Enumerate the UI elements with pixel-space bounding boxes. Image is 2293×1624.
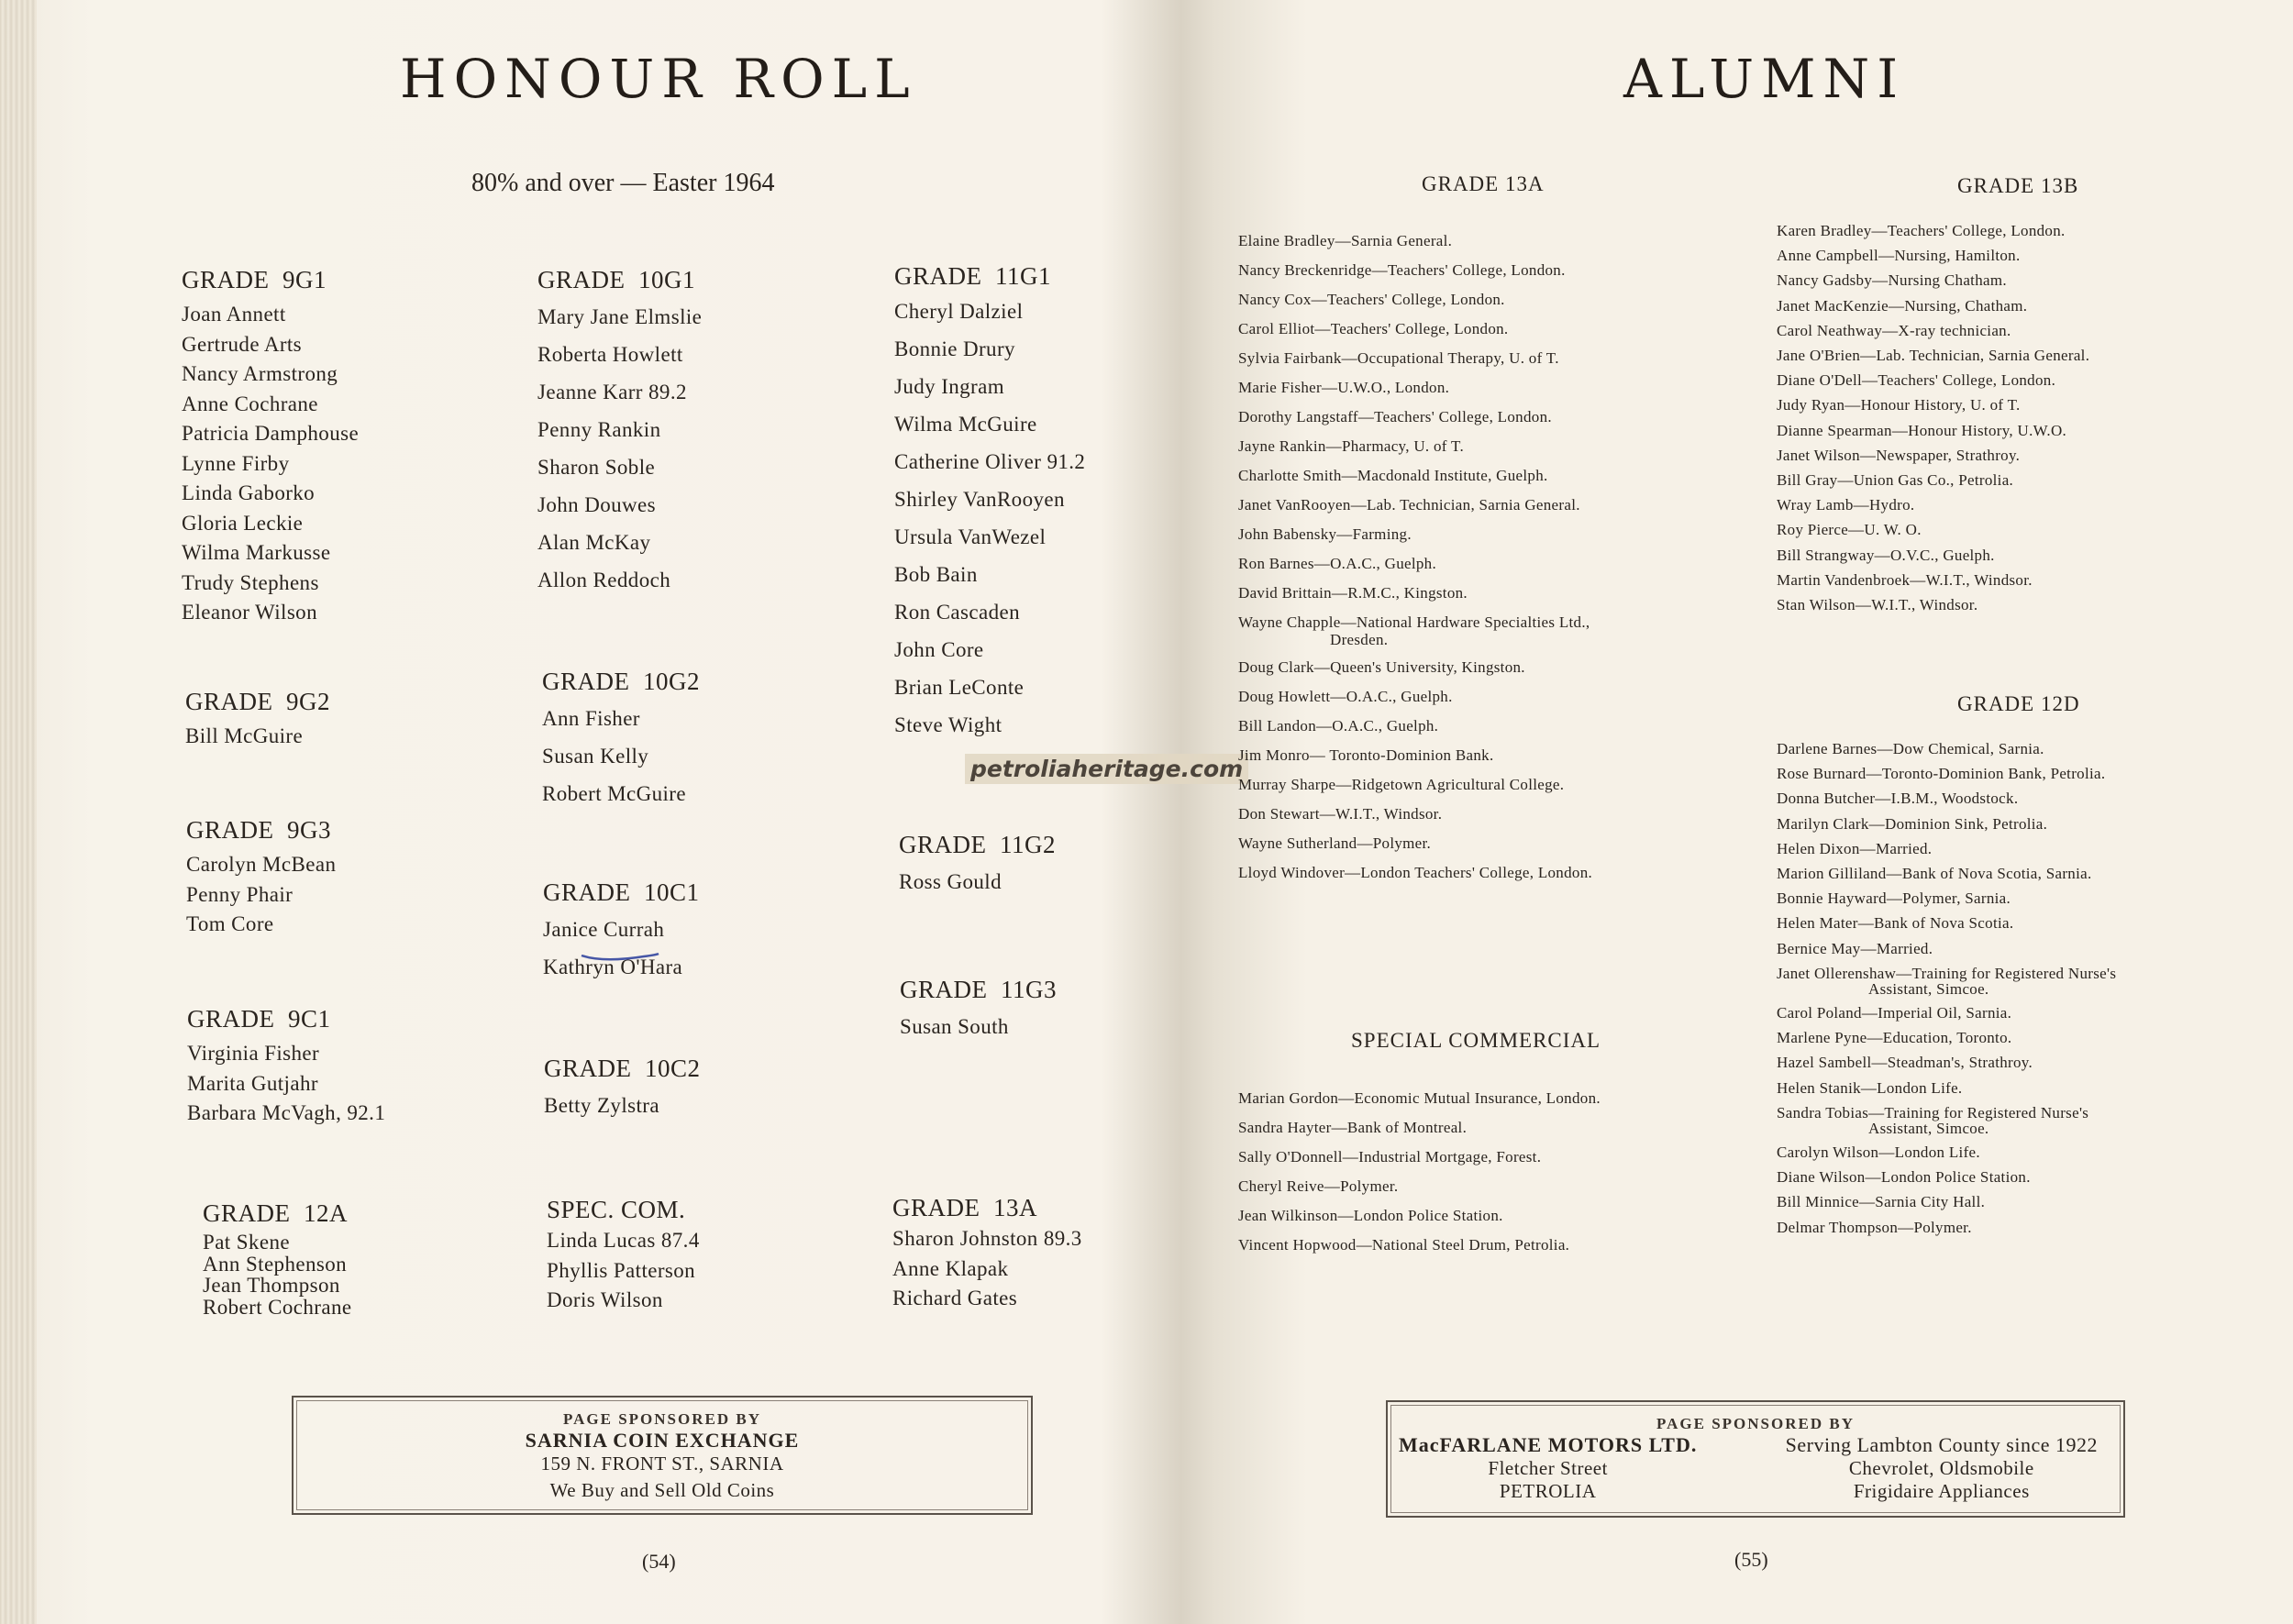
alumni-entry: Janet VanRooyen—Lab. Technician, Sarnia General. (1238, 496, 1580, 514)
student-name: Judy Ingram (894, 375, 1005, 398)
student-name: Anne Cochrane (182, 392, 318, 415)
alumni-entry: Diane O'Dell—Teachers' College, London. (1777, 371, 2056, 390)
sponsor-town: PETROLIA (1499, 1480, 1597, 1502)
alumni-entry: Sally O'Donnell—Industrial Mortgage, Forest. (1238, 1148, 1542, 1166)
grade-block-12a (203, 1199, 351, 1318)
alumni-entry: Dianne Spearman—Honour History, U.W.O. (1777, 421, 2067, 439)
grade-heading: GRADE 12A (203, 1199, 348, 1227)
student-name: Ron Cascaden (894, 601, 1021, 624)
student-name: Sharon Johnston 89.3 (892, 1227, 1082, 1250)
grade-heading: GRADE 10C1 (543, 878, 700, 906)
name-list (900, 1008, 1057, 1045)
student-name: Marita Gutjahr (187, 1071, 318, 1095)
grade-block-9g1 (182, 266, 359, 628)
grade-heading: GRADE 9G1 (182, 266, 327, 293)
grade-block-10c1 (543, 878, 700, 986)
student-name: Linda Lucas 87.4 (547, 1229, 700, 1252)
student-name: Wilma McGuire (894, 413, 1037, 436)
grade-block-11g1 (894, 262, 1085, 744)
student-name: Eleanor Wilson (182, 601, 317, 624)
student-name: Ursula VanWezel (894, 525, 1047, 548)
alumni-entry: Cheryl Reive—Polymer. (1238, 1177, 1399, 1195)
student-name: Nancy Armstrong (182, 362, 338, 385)
alumni-entry: Marie Fisher—U.W.O., London. (1238, 379, 1450, 396)
alumni-entry: Helen Dixon—Married. (1777, 839, 1933, 857)
alumni-entry: John Babensky—Farming. (1238, 525, 1412, 543)
grade-heading: GRADE 10G1 (537, 266, 695, 293)
alumni-entry: Marilyn Clark—Dominion Sink, Petrolia. (1777, 814, 2048, 833)
alumni-entry: Carolyn Wilson—London Life. (1777, 1143, 1980, 1162)
student-name: Richard Gates (892, 1287, 1018, 1309)
grade-heading: GRADE 9G2 (185, 688, 330, 715)
sponsor-line2: Chevrolet, Oldsmobile (1848, 1457, 2034, 1479)
alumni-entry: Sandra Tobias—Training for Registered Nurse's (1777, 1103, 2089, 1121)
student-name: Ross Gould (899, 870, 1002, 893)
grade-block-11g3 (900, 976, 1057, 1045)
page-edges (0, 0, 37, 1624)
sponsor-line3: Frigidaire Appliances (1853, 1480, 2030, 1502)
alumni-list-13b (1777, 218, 2089, 617)
name-list (543, 911, 700, 986)
honour-roll-subtitle: 80% and over — Easter 1964 (471, 169, 775, 197)
student-name: John Core (894, 638, 984, 661)
alumni-entry: Rose Burnard—Toronto-Dominion Bank, Petrolia. (1777, 765, 2106, 783)
name-list (537, 298, 702, 599)
alumni-entry: Murray Sharpe—Ridgetown Agricultural College. (1238, 776, 1565, 793)
student-name: Bonnie Drury (894, 337, 1015, 360)
sponsor-name: MacFARLANE MOTORS LTD. (1399, 1433, 1698, 1456)
grade-heading: GRADE 11G1 (894, 262, 1051, 290)
student-name: Steve Wight (894, 713, 1002, 736)
alumni-entry: Charlotte Smith—Macdonald Institute, Guelph. (1238, 467, 1548, 484)
student-name: Brian LeConte (894, 676, 1025, 699)
student-name: Carolyn McBean (186, 853, 337, 876)
grade-heading: GRADE 11G3 (900, 976, 1057, 1003)
sponsor-columns (1388, 1433, 2123, 1503)
alumni-entry: Wayne Sutherland—Polymer. (1238, 834, 1432, 852)
alumni-entry: Nancy Gadsby—Nursing Chatham. (1777, 271, 2007, 290)
alumni-entry: Wayne Chapple—National Hardware Specialties Ltd., (1238, 613, 1590, 631)
alumni-entry: Wray Lamb—Hydro. (1777, 496, 1915, 514)
student-name: Cheryl Dalziel (894, 300, 1024, 323)
name-list (185, 722, 330, 752)
grade-block-spec-com (547, 1196, 700, 1316)
alumni-entry: Hazel Sambell—Steadman's, Strathroy. (1777, 1054, 2033, 1072)
alumni-entry: Darlene Barnes—Dow Chemical, Sarnia. (1777, 740, 2044, 757)
sponsor-box-right (1386, 1400, 2125, 1518)
student-name: Jean Thompson (203, 1274, 340, 1297)
grade-block-10c2 (544, 1055, 701, 1124)
name-list (186, 850, 336, 940)
alumni-entry: Nancy Cox—Teachers' College, London. (1238, 291, 1505, 308)
student-name: Lynne Firby (182, 451, 290, 475)
alumni-entry: Jean Wilkinson—London Police Station. (1238, 1207, 1503, 1224)
heading-grade-12d: GRADE 12D (1957, 692, 2080, 715)
student-name: Ann Stephenson (203, 1252, 348, 1276)
name-list (542, 700, 700, 812)
alumni-entry: Bill Minnice—Sarnia City Hall. (1777, 1193, 1986, 1211)
watermark: petroliaheritage.com (965, 754, 1248, 784)
alumni-entry: Jim Monro— Toronto-Dominion Bank. (1238, 746, 1494, 764)
alumni-entry: Vincent Hopwood—National Steel Drum, Petrolia. (1238, 1236, 1570, 1254)
sponsor-label: PAGE SPONSORED BY (563, 1410, 761, 1428)
alumni-list-special-commercial (1238, 1084, 1601, 1260)
grade-block-9g3 (186, 816, 336, 940)
grade-heading: GRADE 10G2 (542, 668, 700, 695)
student-name: Anne Klapak (892, 1256, 1009, 1280)
page-title-honour-roll: HONOUR ROLL (400, 48, 917, 110)
alumni-entry: Ron Barnes—O.A.C., Guelph. (1238, 555, 1437, 572)
alumni-entry: Donna Butcher—I.B.M., Woodstock. (1777, 790, 2019, 808)
alumni-entry: Delmar Thompson—Polymer. (1777, 1218, 1972, 1236)
alumni-entry: Dorothy Langstaff—Teachers' College, London. (1238, 408, 1552, 425)
grade-block-10g1 (537, 266, 702, 599)
alumni-entry: Karen Bradley—Teachers' College, London. (1777, 222, 2066, 239)
student-name: Barbara McVagh, 92.1 (187, 1101, 386, 1124)
alumni-entry: Jane O'Brien—Lab. Technician, Sarnia General. (1777, 347, 2090, 365)
student-name: Susan South (900, 1015, 1009, 1038)
alumni-entry: Roy Pierce—U. W. O. (1777, 521, 1922, 539)
page-number-right: (55) (1734, 1548, 1768, 1571)
page-number-left: (54) (642, 1550, 676, 1573)
alumni-entry: David Brittain—R.M.C., Kingston. (1238, 584, 1468, 602)
student-name: Penny Phair (186, 882, 294, 906)
student-name: Kathryn O'Hara (543, 956, 683, 978)
grade-heading: GRADE 9G3 (186, 816, 331, 844)
grade-block-10g2 (542, 668, 700, 812)
sponsor-name: SARNIA COIN EXCHANGE (525, 1429, 800, 1452)
student-name: Alan McKay (537, 531, 651, 554)
grade-heading: GRADE 11G2 (899, 831, 1056, 858)
student-name: Gertrude Arts (182, 332, 303, 356)
alumni-entry: Anne Campbell—Nursing, Hamilton. (1777, 247, 2021, 265)
alumni-entry: Doug Howlett—O.A.C., Guelph. (1238, 688, 1453, 705)
alumni-entry: Martin Vandenbroek—W.I.T., Windsor. (1777, 570, 2033, 589)
alumni-entry: Helen Stanik—London Life. (1777, 1078, 1963, 1097)
name-list (544, 1087, 701, 1124)
alumni-entry: Bonnie Hayward—Polymer, Sarnia. (1777, 889, 2011, 908)
grade-block-9g2 (185, 688, 330, 752)
alumni-entry: Marian Gordon—Economic Mutual Insurance, London. (1238, 1089, 1601, 1107)
student-name: Susan Kelly (542, 745, 649, 768)
grade-heading: GRADE 9C1 (187, 1005, 331, 1033)
alumni-entry: Diane Wilson—London Police Station. (1777, 1168, 2031, 1187)
grade-heading: GRADE 10C2 (544, 1055, 701, 1082)
student-name: Linda Gaborko (182, 481, 316, 504)
name-list (547, 1226, 700, 1316)
alumni-entry: Lloyd Windover—London Teachers' College, London. (1238, 864, 1593, 881)
student-name: Roberta Howlett (537, 343, 683, 366)
heading-grade-13a: GRADE 13A (1422, 172, 1545, 195)
student-name: Pat Skene (203, 1231, 290, 1254)
alumni-entry: Janet Ollerenshaw—Training for Registered Nurse's (1777, 964, 2117, 982)
student-name: Joan Annett (182, 303, 286, 326)
alumni-entry: Judy Ryan—Honour History, U. of T. (1777, 396, 2021, 414)
sponsor-col-left (1399, 1433, 1697, 1503)
alumni-entry: Janet Wilson—Newspaper, Strathroy. (1777, 446, 2021, 464)
student-name: Tom Core (186, 912, 274, 935)
student-name: Mary Jane Elmslie (537, 305, 703, 328)
alumni-list-12d (1777, 736, 2116, 1240)
page-title-alumni: ALUMNI (1623, 48, 1906, 110)
sponsor-address: 159 N. FRONT ST., SARNIA (540, 1453, 784, 1475)
heading-special-commercial: SPECIAL COMMERCIAL (1351, 1029, 1601, 1052)
alumni-entry: Sandra Hayter—Bank of Montreal. (1238, 1119, 1468, 1136)
alumni-entry: Elaine Bradley—Sarnia General. (1238, 232, 1453, 249)
alumni-entry: Carol Neathway—X-ray technician. (1777, 321, 2011, 339)
student-name: Allon Reddoch (537, 569, 671, 591)
alumni-entry: Jayne Rankin—Pharmacy, U. of T. (1238, 437, 1464, 455)
alumni-entry: Bill Landon—O.A.C., Guelph. (1238, 717, 1439, 735)
student-name: Bob Bain (894, 563, 978, 586)
alumni-entry: Carol Elliot—Teachers' College, London. (1238, 320, 1509, 337)
alumni-entry: Janet MacKenzie—Nursing, Chatham. (1777, 296, 2028, 315)
alumni-entry: Stan Wilson—W.I.T., Windsor. (1777, 596, 1978, 614)
alumni-entry-continuation: Assistant, Simcoe. (1868, 1120, 1989, 1138)
student-name: Patricia Damphouse (182, 422, 360, 445)
alumni-list-13a (1238, 226, 1592, 888)
grade-block-11g2 (899, 831, 1056, 900)
student-name: Doris Wilson (547, 1288, 663, 1311)
alumni-entry: Bill Gray—Union Gas Co., Petrolia. (1777, 471, 2014, 490)
alumni-entry: Sylvia Fairbank—Occupational Therapy, U. of T. (1238, 349, 1559, 367)
alumni-entry: Don Stewart—W.I.T., Windsor. (1238, 805, 1443, 823)
student-name: Trudy Stephens (182, 570, 319, 594)
student-name: Ann Fisher (542, 707, 640, 730)
student-name: Jeanne Karr 89.2 (537, 381, 687, 403)
alumni-entry: Marlene Pyne—Education, Toronto. (1777, 1029, 2012, 1047)
sponsor-col-right (1786, 1433, 2098, 1503)
student-name: Gloria Leckie (182, 511, 304, 535)
student-name: Robert McGuire (542, 782, 686, 805)
name-list (892, 1224, 1082, 1314)
name-list (187, 1039, 385, 1129)
sponsor-tagline: We Buy and Sell Old Coins (549, 1479, 775, 1501)
heading-grade-13b: GRADE 13B (1957, 174, 2079, 197)
grade-block-13a (892, 1194, 1082, 1314)
sponsor-street: Fletcher Street (1488, 1457, 1608, 1479)
sponsor-box-left (292, 1396, 1033, 1515)
student-name: Bill McGuire (185, 724, 304, 747)
student-name: Shirley VanRooyen (894, 488, 1065, 511)
alumni-entry: Nancy Breckenridge—Teachers' College, London. (1238, 261, 1566, 279)
student-name: Virginia Fisher (187, 1042, 320, 1065)
name-list (894, 293, 1085, 744)
pen-underline (580, 949, 660, 962)
student-name: Robert Cochrane (203, 1295, 352, 1319)
student-name: Penny Rankin (537, 418, 661, 441)
name-list (182, 300, 359, 628)
alumni-entry-continuation: Assistant, Simcoe. (1868, 980, 1989, 999)
student-name: Sharon Soble (537, 456, 656, 479)
alumni-entry-continuation: Dresden. (1330, 631, 1389, 648)
alumni-entry: Marion Gilliland—Bank of Nova Scotia, Sarnia. (1777, 865, 2092, 883)
alumni-entry: Doug Clark—Queen's University, Kingston. (1238, 658, 1525, 676)
sponsor-label: PAGE SPONSORED BY (1656, 1415, 1855, 1432)
student-name: Phyllis Patterson (547, 1258, 696, 1282)
name-list (203, 1232, 351, 1318)
sponsor-line1: Serving Lambton County since 1922 (1785, 1433, 2098, 1456)
student-name: Catherine Oliver 91.2 (894, 450, 1086, 473)
alumni-entry: Bernice May—Married. (1777, 939, 1933, 957)
student-name: Janice Currah (543, 918, 665, 941)
student-name: John Douwes (537, 493, 656, 516)
name-list (899, 863, 1056, 900)
alumni-entry: Bill Strangway—O.V.C., Guelph. (1777, 546, 1995, 564)
student-name: Betty Zylstra (544, 1094, 659, 1117)
grade-block-9c1 (187, 1005, 385, 1129)
student-name: Wilma Markusse (182, 541, 331, 564)
grade-heading: SPEC. COM. (547, 1196, 686, 1223)
grade-heading: GRADE 13A (892, 1194, 1037, 1221)
alumni-entry: Helen Mater—Bank of Nova Scotia. (1777, 914, 2014, 933)
alumni-entry: Carol Poland—Imperial Oil, Sarnia. (1777, 1004, 2012, 1022)
